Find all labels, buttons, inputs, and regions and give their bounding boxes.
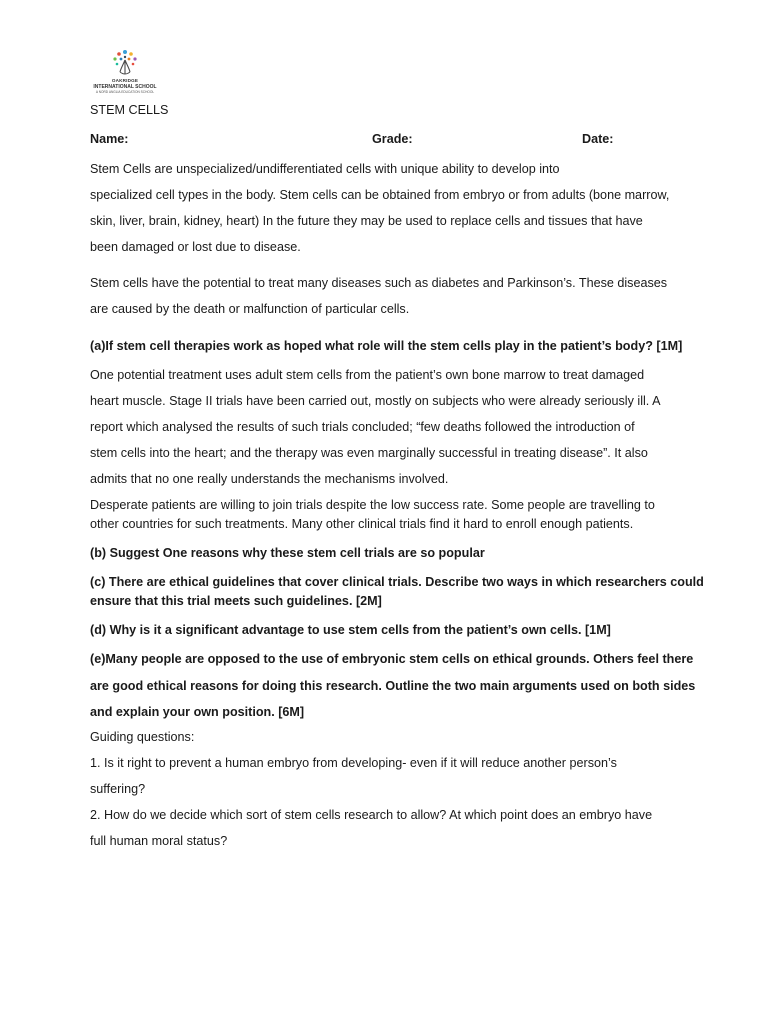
tree-logo-icon [108,48,142,78]
guiding-question-line: 2. How do we decide which sort of stem cells research to allow? At which point does an embryo have [90,808,653,822]
question-e-line: are good ethical reasons for doing this research. Outline the two main arguments used on both sides [90,679,696,693]
guiding-heading: Guiding questions: [90,730,195,744]
intro-line: been damaged or lost due to disease. [90,240,301,254]
intro-line: are caused by the death or malfunction of particular cells. [90,302,410,316]
school-logo [90,48,160,96]
intro-line: specialized cell types in the body. Stem cells can be obtained from embryo or from adults (bone marrow, [90,188,670,202]
logo-tagline: A NORD ANGLIA EDUCATION SCHOOL [95,90,155,94]
worksheet-title: STEM CELLS [90,103,169,117]
intro-line: Stem Cells are unspecialized/undifferentiated cells with unique ability to develop into [90,162,560,176]
intro-line: Stem cells have the potential to treat many diseases such as diabetes and Parkinson’s. These diseases [90,276,668,290]
question-c-line: (c) There are ethical guidelines that cover clinical trials. Describe two ways in which researchers could [90,575,704,589]
question-a: (a)If stem cell therapies work as hoped what role will the stem cells play in the patient’s body? [1M] [90,339,683,353]
grade-label: Grade: [372,132,413,146]
passage-line: heart muscle. Stage II trials have been carried out, mostly on subjects who were already seriously ill. A [90,394,661,408]
passage-line: Desperate patients are willing to join trials despite the low success rate. Some people are travelling to [90,498,655,512]
guiding-question-line: suffering? [90,782,146,796]
guiding-question-line: full human moral status? [90,834,228,848]
passage-line: report which analysed the results of such trials concluded; “few deaths followed the introduction of [90,420,635,434]
name-label: Name: [90,132,129,146]
guiding-question-line: 1. Is it right to prevent a human embryo from developing- even if it will reduce another person’s [90,756,617,770]
question-e-line: and explain your own position. [6M] [90,705,305,719]
logo-text-line1: OAKRIDGE [111,78,139,83]
logo-text-line2: INTERNATIONAL SCHOOL [93,84,157,90]
question-d: (d) Why is it a significant advantage to use stem cells from the patient’s own cells. [1M] [90,623,611,637]
question-e-line: (e)Many people are opposed to the use of embryonic stem cells on ethical grounds. Others feel there [90,652,694,666]
question-b: (b) Suggest One reasons why these stem cell trials are so popular [90,546,485,560]
passage-line: One potential treatment uses adult stem cells from the patient’s own bone marrow to treat damaged [90,368,645,382]
intro-line: skin, liver, brain, kidney, heart) In the future they may be used to replace cells and tissues that have [90,214,643,228]
date-label: Date: [582,132,614,146]
passage-line: admits that no one really understands the mechanisms involved. [90,472,449,486]
passage-line: stem cells into the heart; and the therapy was even marginally successful in treating disease”. It also [90,446,648,460]
passage-line: other countries for such treatments. Many other clinical trials find it hard to enroll enough patients. [90,517,634,531]
question-c-line: ensure that this trial meets such guidelines. [2M] [90,594,382,608]
